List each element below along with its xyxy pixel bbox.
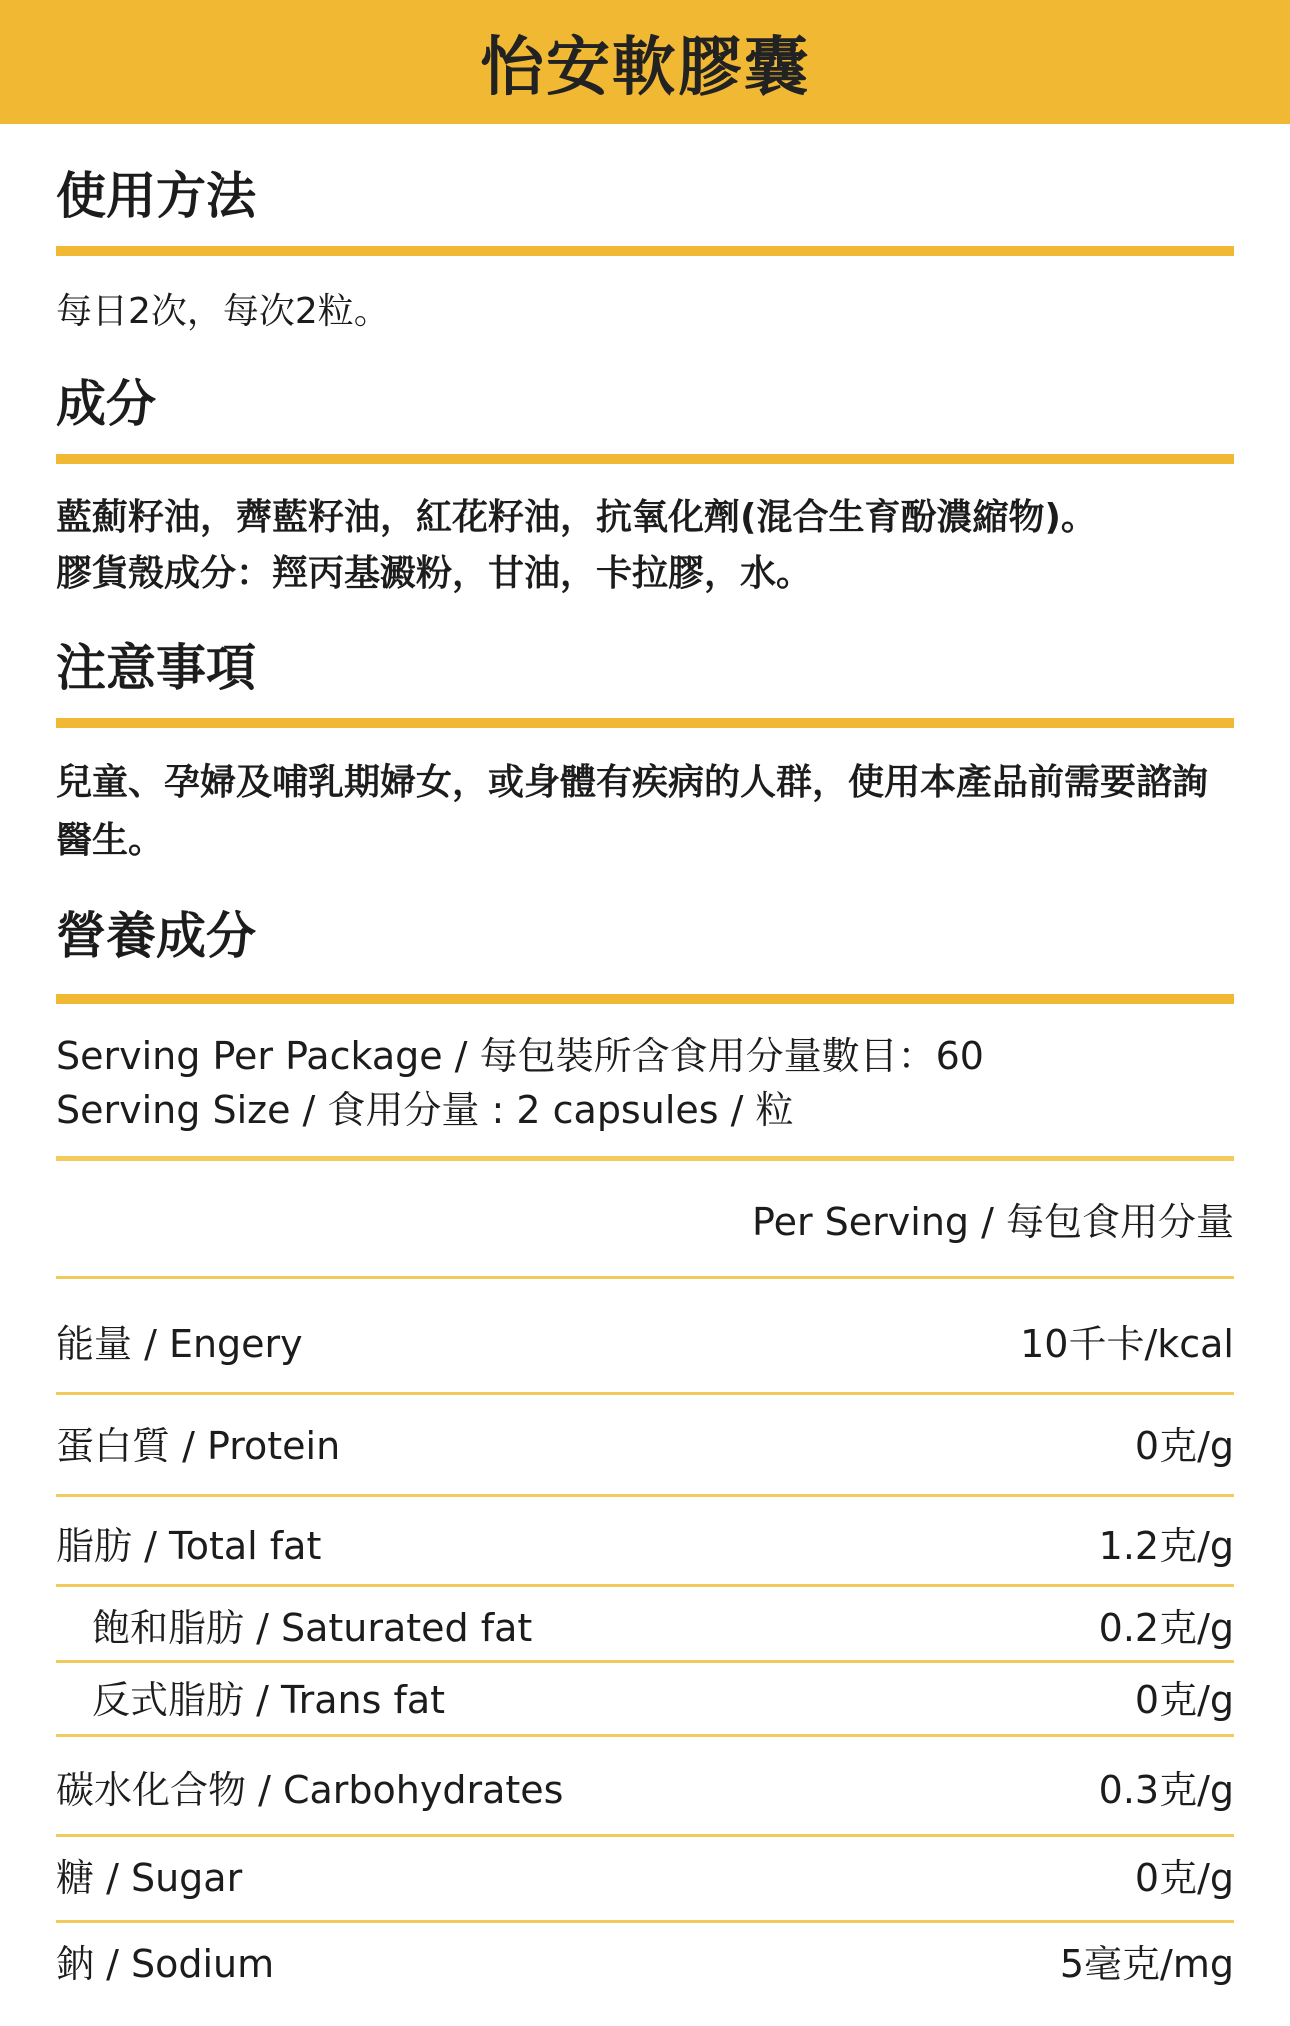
ingredients-divider	[56, 454, 1234, 464]
nutrient-name: 鈉 / Sodium	[56, 1942, 275, 1986]
row-divider	[56, 1920, 1234, 1923]
per-serving-header: Per Serving / 每包食用分量	[752, 1200, 1234, 1244]
nutrient-value: 5毫克/mg	[1059, 1942, 1234, 1986]
nutrition-row-sugar	[56, 1848, 1234, 1908]
nutrient-name: 糖 / Sugar	[56, 1856, 243, 1900]
precautions-divider	[56, 718, 1234, 728]
precautions-text: 兒童、孕婦及哺乳期婦女，或身體有疾病的人群，使用本產品前需要諮詢醫生。	[56, 762, 1209, 861]
table-header-divider	[56, 1276, 1234, 1279]
usage-divider	[56, 246, 1234, 256]
nutrition-row-trans-fat	[56, 1670, 1234, 1730]
row-divider	[56, 1584, 1234, 1587]
row-divider	[56, 1734, 1234, 1737]
ingredients-line-2: 膠貨殼成分：羥丙基澱粉，甘油，卡拉膠，水。	[56, 553, 813, 594]
nutrition-row-carbohydrates	[56, 1760, 1234, 1820]
nutrition-divider	[56, 994, 1234, 1004]
ingredients-line-1: 藍薊籽油，薺藍籽油，紅花籽油，抗氧化劑(混合生育酚濃縮物)。	[56, 497, 1097, 538]
nutrition-row-total-fat	[56, 1516, 1234, 1576]
nutrition-row-saturated-fat	[56, 1598, 1234, 1658]
row-divider	[56, 1834, 1234, 1837]
nutrition-row-sodium	[56, 1934, 1234, 1994]
row-divider	[56, 1494, 1234, 1497]
precautions-section-title: 注意事項	[56, 639, 256, 697]
usage-text: 每日2次，每次2粒。	[56, 291, 390, 332]
nutrient-value: 0克/g	[1134, 1856, 1234, 1900]
nutrient-value: 1.2克/g	[1098, 1524, 1234, 1568]
ingredients-section-title: 成分	[56, 375, 156, 433]
nutrient-value: 0克/g	[1134, 1424, 1234, 1468]
nutrient-name: 碳水化合物 / Carbohydrates	[56, 1768, 564, 1812]
nutrition-row-protein	[56, 1416, 1234, 1476]
nutrition-row-energy	[56, 1314, 1234, 1374]
serving-divider	[56, 1156, 1234, 1161]
nutrient-name: 飽和脂肪 / Saturated fat	[92, 1606, 533, 1650]
usage-section-title: 使用方法	[56, 167, 256, 225]
product-title: 怡安軟膠囊	[480, 31, 810, 105]
nutrient-name: 能量 / Engery	[56, 1322, 303, 1366]
nutrient-value: 0.3克/g	[1098, 1768, 1234, 1812]
nutrient-name: 反式脂肪 / Trans fat	[92, 1678, 446, 1722]
serving-size: Serving Size / 食用分量 : 2 capsules / 粒	[56, 1088, 794, 1132]
row-divider	[56, 1392, 1234, 1395]
nutrient-value: 0克/g	[1134, 1678, 1234, 1722]
nutrition-section-title: 營養成分	[56, 907, 256, 965]
nutrient-value: 0.2克/g	[1098, 1606, 1234, 1650]
nutrient-name: 脂肪 / Total fat	[56, 1524, 322, 1568]
row-divider	[56, 1660, 1234, 1663]
servings-per-package: Serving Per Package / 每包裝所含食用分量數目：60	[56, 1034, 984, 1078]
page-header	[0, 0, 1290, 124]
nutrient-value: 10千卡/kcal	[1020, 1322, 1234, 1366]
nutrient-name: 蛋白質 / Protein	[56, 1424, 341, 1468]
